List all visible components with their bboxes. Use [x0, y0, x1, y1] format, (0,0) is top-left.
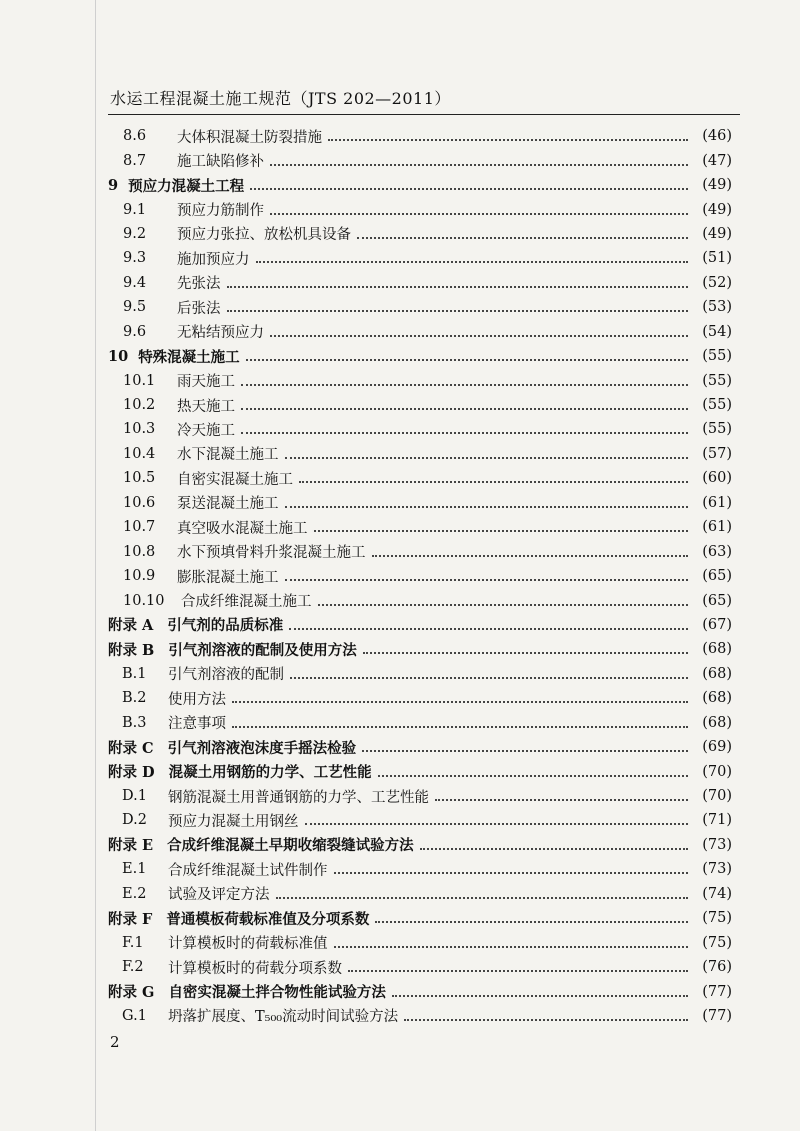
dot-leader: [227, 310, 689, 312]
toc-entry-page: (61): [702, 494, 732, 511]
toc-entry-title: 雨天施工: [177, 374, 235, 391]
toc-entry-page: (74): [702, 885, 732, 902]
toc-entry-number: 10.10: [123, 592, 165, 609]
toc-entry-number: 9: [108, 176, 119, 194]
dot-leader: [285, 579, 689, 581]
toc-entry-title: 坍落扩展度、T₅₀₀流动时间试验方法: [168, 1009, 399, 1026]
dot-leader: [289, 628, 688, 630]
toc-entry[interactable]: [108, 637, 732, 661]
toc-entry-title: 真空吸水混凝土施工: [177, 520, 308, 537]
toc-entry-page: (70): [702, 788, 732, 805]
toc-entry-number: 10: [108, 347, 129, 365]
toc-entry-number: 10.1: [123, 372, 156, 389]
toc-entry[interactable]: [108, 759, 732, 783]
toc-entry-title: 预应力筋制作: [177, 203, 264, 220]
toc-entry-page: (49): [702, 177, 732, 194]
dot-leader: [241, 408, 688, 410]
dot-leader: [328, 139, 688, 141]
dot-leader: [305, 823, 689, 825]
toc-entry-title: 热天施工: [177, 398, 235, 415]
toc-entry[interactable]: [108, 588, 732, 612]
dot-leader: [435, 799, 688, 801]
toc-entry[interactable]: [108, 784, 732, 808]
toc-entry[interactable]: [108, 906, 732, 930]
toc-entry-title: 膨胀混凝土施工: [177, 569, 279, 586]
dot-leader: [285, 457, 689, 459]
dot-leader: [348, 970, 688, 972]
toc-entry-number: 8.7: [123, 152, 147, 169]
dot-leader: [357, 237, 688, 239]
toc-entry-number: 附录 C: [108, 739, 154, 757]
toc-entry[interactable]: [108, 808, 732, 832]
toc-entry-number: F.1: [122, 934, 144, 951]
toc-entry-title: 引气剂溶液泡沫度手摇法检验: [167, 739, 357, 757]
dot-leader: [270, 335, 688, 337]
toc-entry-title: 普通模板荷载标准值及分项系数: [166, 910, 370, 928]
toc-entry[interactable]: [108, 197, 732, 221]
toc-entry-page: (57): [702, 445, 732, 462]
toc-entry[interactable]: [108, 368, 732, 392]
toc-entry-number: E.1: [122, 861, 147, 878]
toc-entry[interactable]: [108, 979, 732, 1003]
dot-leader: [420, 848, 688, 850]
running-header: 水运工程混凝土施工规范（JTS 202—2011）: [110, 89, 451, 108]
toc-entry-title: 注意事项: [168, 716, 226, 733]
toc-entry-number: 附录 E: [108, 837, 154, 855]
toc-entry[interactable]: [108, 686, 732, 710]
dot-leader: [375, 921, 688, 923]
dot-leader: [276, 897, 689, 899]
toc-entry[interactable]: [108, 393, 732, 417]
toc-entry[interactable]: [108, 417, 732, 441]
toc-entry-title: 使用方法: [168, 691, 226, 708]
toc-entry-page: (46): [702, 128, 732, 145]
toc-entry-number: 附录 B: [108, 641, 155, 659]
toc-entry[interactable]: [108, 833, 732, 857]
toc-entry-number: 10.8: [123, 543, 156, 560]
dot-leader: [256, 261, 689, 263]
toc-entry-title: 施加预应力: [177, 251, 250, 268]
dot-leader: [404, 1019, 688, 1021]
toc-entry-page: (55): [702, 421, 732, 438]
toc-entry-page: (47): [702, 152, 732, 169]
dot-leader: [285, 506, 689, 508]
table-of-contents: [108, 124, 732, 1028]
toc-entry-page: (75): [702, 934, 732, 951]
dot-leader: [227, 286, 689, 288]
toc-entry-number: 9.1: [123, 201, 147, 218]
header-rule: [108, 114, 740, 115]
toc-entry-page: (77): [702, 983, 732, 1000]
toc-entry[interactable]: [108, 344, 732, 368]
toc-entry-title: 引气剂溶液的配制及使用方法: [168, 641, 357, 659]
toc-entry-page: (54): [702, 323, 732, 340]
toc-entry-page: (77): [702, 1007, 732, 1024]
toc-entry-number: 附录 A: [108, 617, 154, 635]
toc-entry-number: 10.5: [123, 470, 156, 487]
dot-leader: [270, 164, 688, 166]
toc-entry-page: (67): [702, 616, 732, 633]
toc-entry-number: 9.2: [123, 225, 147, 242]
dot-leader: [241, 384, 688, 386]
toc-entry-title: 预应力张拉、放松机具设备: [177, 227, 351, 244]
toc-entry-page: (68): [702, 714, 732, 731]
toc-entry[interactable]: [108, 857, 732, 881]
dot-leader: [363, 652, 688, 654]
toc-entry[interactable]: [108, 173, 732, 197]
toc-entry-number: 附录 D: [108, 764, 155, 782]
toc-entry-page: (63): [702, 543, 732, 560]
toc-entry-number: 10.7: [123, 519, 156, 536]
toc-entry-page: (65): [702, 592, 732, 609]
scan-edge: [95, 0, 96, 1131]
toc-entry-page: (61): [702, 519, 732, 536]
toc-entry[interactable]: [108, 148, 732, 172]
toc-entry-number: 9.6: [123, 323, 147, 340]
toc-entry[interactable]: [108, 613, 732, 637]
toc-entry[interactable]: [108, 295, 732, 319]
toc-entry[interactable]: [108, 735, 732, 759]
toc-entry-title: 合成纤维混凝土施工: [181, 594, 312, 611]
toc-entry-number: F.2: [122, 959, 144, 976]
dot-leader: [314, 530, 689, 532]
toc-entry[interactable]: [108, 711, 732, 735]
toc-entry[interactable]: [108, 246, 732, 270]
toc-entry[interactable]: [108, 882, 732, 906]
toc-entry-page: (71): [702, 812, 732, 829]
toc-entry[interactable]: [108, 930, 732, 954]
toc-entry-page: (68): [702, 641, 732, 658]
toc-entry-page: (69): [702, 739, 732, 756]
toc-entry-number: B.3: [122, 714, 147, 731]
dot-leader: [232, 701, 688, 703]
dot-leader: [334, 946, 689, 948]
toc-entry-title: 计算模板时的荷载标准值: [168, 936, 328, 953]
dot-leader: [241, 432, 688, 434]
toc-entry[interactable]: [108, 442, 732, 466]
toc-entry[interactable]: [108, 662, 732, 686]
toc-entry-title: 自密实混凝土施工: [177, 471, 293, 488]
toc-entry-page: (76): [702, 959, 732, 976]
toc-entry-title: 冷天施工: [177, 422, 235, 439]
toc-entry-number: 8.6: [123, 128, 147, 145]
toc-entry-title: 合成纤维混凝土试件制作: [168, 862, 328, 879]
toc-entry[interactable]: [108, 124, 732, 148]
toc-entry-number: G.1: [122, 1007, 147, 1024]
toc-entry-title: 施工缺陷修补: [177, 154, 264, 171]
toc-entry-page: (68): [702, 690, 732, 707]
toc-entry-page: (51): [702, 250, 732, 267]
toc-entry-title: 泵送混凝土施工: [177, 496, 279, 513]
toc-entry-title: 引气剂的品质标准: [167, 617, 284, 635]
toc-entry-page: (73): [702, 836, 732, 853]
toc-entry[interactable]: [108, 222, 732, 246]
toc-entry-title: 钢筋混凝土用普通钢筋的力学、工艺性能: [168, 789, 429, 806]
page-number: 2: [110, 1033, 120, 1051]
dot-leader: [250, 188, 688, 190]
dot-leader: [290, 677, 688, 679]
toc-entry-number: 10.9: [123, 568, 156, 585]
toc-entry[interactable]: [108, 466, 732, 490]
toc-entry[interactable]: [108, 515, 732, 539]
toc-entry-title: 自密实混凝土拌合物性能试验方法: [168, 984, 386, 1002]
toc-entry-number: 10.6: [123, 494, 156, 511]
toc-entry-number: D.1: [122, 788, 147, 805]
toc-entry-page: (60): [702, 470, 732, 487]
dot-leader: [318, 604, 689, 606]
toc-entry-page: (70): [702, 763, 732, 780]
toc-entry-number: 附录 F: [108, 910, 153, 928]
toc-entry-number: 9.5: [123, 299, 147, 316]
toc-entry-number: 10.4: [123, 445, 156, 462]
toc-entry-title: 混凝土用钢筋的力学、工艺性能: [168, 764, 372, 782]
toc-entry-number: B.1: [122, 665, 147, 682]
dot-leader: [232, 726, 688, 728]
dot-leader: [299, 481, 688, 483]
toc-entry-number: 10.2: [123, 397, 156, 414]
dot-leader: [378, 775, 688, 777]
toc-entry-page: (55): [702, 348, 732, 365]
toc-entry[interactable]: [108, 539, 732, 563]
toc-entry-page: (73): [702, 861, 732, 878]
toc-entry[interactable]: [108, 955, 732, 979]
toc-entry-page: (65): [702, 568, 732, 585]
toc-entry-title: 引气剂溶液的配制: [168, 667, 284, 684]
toc-entry-title: 合成纤维混凝土早期收缩裂缝试验方法: [167, 837, 414, 855]
toc-entry[interactable]: [108, 491, 732, 515]
toc-entry-page: (49): [702, 201, 732, 218]
toc-entry-title: 水下混凝土施工: [177, 447, 279, 464]
dot-leader: [392, 995, 688, 997]
toc-entry-page: (53): [702, 299, 732, 316]
toc-entry-number: 10.3: [123, 421, 156, 438]
toc-entry-title: 水下预填骨料升浆混凝土施工: [177, 545, 366, 562]
toc-entry-number: 9.3: [123, 250, 147, 267]
toc-entry-title: 大体积混凝土防裂措施: [177, 129, 322, 146]
toc-entry[interactable]: [108, 1004, 732, 1028]
toc-entry-number: 9.4: [123, 274, 147, 291]
dot-leader: [362, 750, 688, 752]
toc-entry-title: 试验及评定方法: [168, 887, 270, 904]
toc-entry-title: 预应力混凝土用钢丝: [168, 813, 299, 830]
dot-leader: [270, 213, 688, 215]
toc-entry-page: (55): [702, 372, 732, 389]
toc-entry-title: 特殊混凝土施工: [138, 348, 240, 366]
dot-leader: [246, 359, 688, 361]
toc-entry-number: E.2: [122, 885, 147, 902]
toc-entry-title: 后张法: [177, 300, 221, 317]
toc-entry-page: (49): [702, 225, 732, 242]
toc-entry-page: (52): [702, 274, 732, 291]
toc-entry-page: (55): [702, 397, 732, 414]
toc-entry[interactable]: [108, 564, 732, 588]
toc-entry-page: (75): [702, 910, 732, 927]
dot-leader: [372, 555, 689, 557]
toc-entry-number: 附录 G: [108, 984, 155, 1002]
toc-entry-title: 先张法: [177, 276, 221, 293]
toc-entry-title: 计算模板时的荷载分项系数: [168, 960, 342, 977]
toc-entry-title: 预应力混凝土工程: [128, 177, 245, 195]
toc-entry[interactable]: [108, 271, 732, 295]
dot-leader: [334, 872, 689, 874]
toc-entry-number: B.2: [122, 690, 147, 707]
toc-entry[interactable]: [108, 320, 732, 344]
toc-entry-page: (68): [702, 665, 732, 682]
toc-entry-number: D.2: [122, 812, 147, 829]
toc-entry-title: 无粘结预应力: [177, 325, 264, 342]
